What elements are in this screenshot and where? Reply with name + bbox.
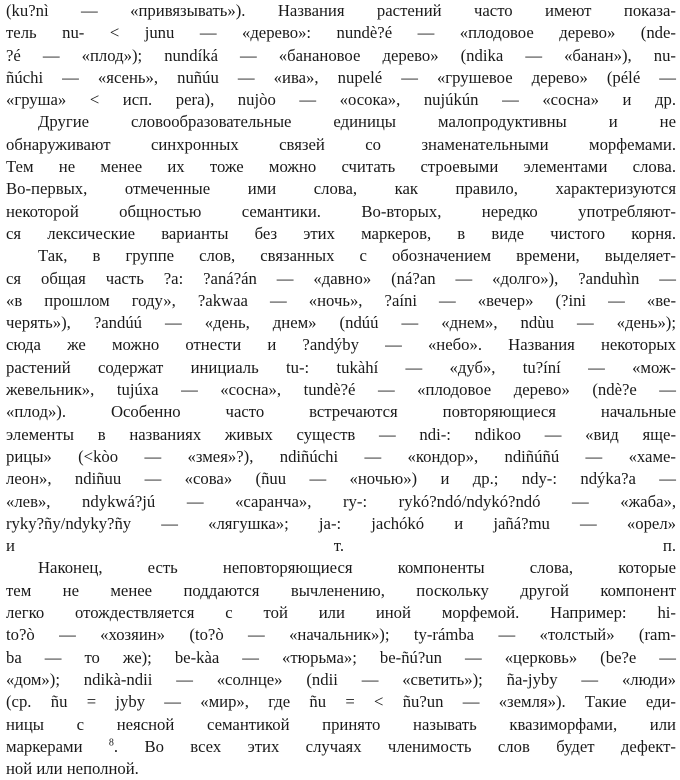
text-line: ?é — «плод»); nundíká — «банановое дерево» (ndika — «банан»), nu- — [6, 45, 676, 65]
text-line: элементы в названиях живых существ — ndi-: ndikoo — «вид яще- — [6, 424, 676, 444]
text-line: тель nu- < junu — «дерево»: nundè?é — «плодовое дерево» (nde- — [6, 23, 676, 43]
text-line: Тем не менее их тоже можно считать строевыми элементами слова. — [6, 157, 676, 177]
text-line — [6, 736, 676, 758]
text-line: ся общая часть ?a: ?aná?án — «давно» (ná?an — «долго»), ?anduhìn — — [6, 268, 676, 288]
paragraph-3 — [6, 245, 676, 557]
text-line: ся лексические варианты без этих маркеров, в виде чистого корня. — [6, 223, 676, 243]
text-line-body: . Во всех этих случаях членимость слов будет дефект- — [113, 736, 676, 756]
text-line: и т. п. — [6, 536, 676, 556]
text-line: легко отождествляется с той или иной морфемой. Например: hi- — [6, 603, 676, 623]
paragraph-2 — [6, 111, 676, 245]
text-line: Во-первых, отмеченные ими слова, как правило, характеризуются — [6, 179, 676, 199]
text-line: to?ò — «хозяин» (to?ò — «начальник»); ty-rámba — «толстый» (ram- — [6, 625, 676, 645]
text-line: Наконец, есть неповторяющиеся компоненты слова, которые — [38, 558, 676, 578]
text-line: жевельник», tujúxa — «сосна», tundè?é — «плодовое дерево» (ndè?e — — [6, 380, 676, 400]
text-line: (ku?nì — «привязывать»). Названия растений часто имеют показа- — [6, 1, 676, 20]
text-line: некоторой общностью семантики. Во-вторых, нередко употребляют- — [6, 201, 676, 221]
text-line: «в прошлом году», ?akwaa — «ночь», ?aíni — «вечер» (?ini — «ве- — [6, 290, 676, 310]
text-line: растений содержат инициаль tu-: tukàhí — «дуб», tu?íní — «мож- — [6, 357, 676, 377]
text-line: сюда же можно отнести и ?andýby — «небо». Названия некоторых — [6, 335, 676, 355]
text-line: рицы» (<kòo — «змея»?), ndiñúchi — «кондор», ndiñúñú — «хаме- — [6, 446, 676, 466]
text-line: ñúchi — «ясень», nuñúu — «ива», nupelé — «грушевое дерево» (pélé — — [6, 67, 676, 87]
footnote-ref: 8 — [108, 737, 114, 749]
paragraph-4 — [6, 557, 676, 780]
text-line: обнаруживают синхронных связей со знаменательными морфемами. — [6, 134, 676, 154]
text-line: ba — то же); be-kàa — «тюрьма»; be-ñú?un — «церковь» (be?e — — [6, 647, 676, 667]
text-line: ryky?ñy/ndyky?ñy — «лягушка»; ja-: jachókó и jañá?mu — «орел» — [6, 513, 676, 533]
text-line: ной или неполной. — [6, 759, 139, 779]
text-line: «груша» < исп. pera), nujòo — «осока», nujúkún — «сосна» и др. — [6, 90, 676, 110]
text-line: черять»), ?andúú — «день, днем» (ndúú — «днем», ndùu — «день»); — [6, 313, 676, 333]
text-line: «дом»); ndikà-ndii — «солнце» (ndii — «светить»); ña-jyby — «люди» — [6, 669, 676, 689]
text-line: ницы с неясной семантикой принято называть квазиморфами, или — [6, 714, 676, 734]
text-line: тем не менее поддаются вычленению, поскольку другой компонент — [6, 580, 676, 600]
text-line: леон», ndiñuu — «сова» (ñuu — «ночью») и др.; ndy-: ndýka?a — — [6, 469, 676, 489]
text-line: Так, в группе слов, связанных с обозначением времени, выделяет- — [38, 246, 676, 266]
text-line: «плод»). Особенно часто встречаются повторяющиеся начальные — [6, 402, 676, 422]
text-line: Другие словообразовательные единицы малопродуктивны и не — [38, 112, 676, 132]
text-line: «лев», ndykwá?jú — «саранча», ry-: rykó?ndó/ndykó?ndó — «жаба», — [6, 491, 676, 511]
text-line-body: маркерами — [6, 736, 109, 756]
text-line: (ср. ñu = jyby — «мир», где ñu = < ñu?un — «земля»). Такие еди- — [6, 692, 676, 712]
paragraph-1 — [6, 0, 676, 111]
